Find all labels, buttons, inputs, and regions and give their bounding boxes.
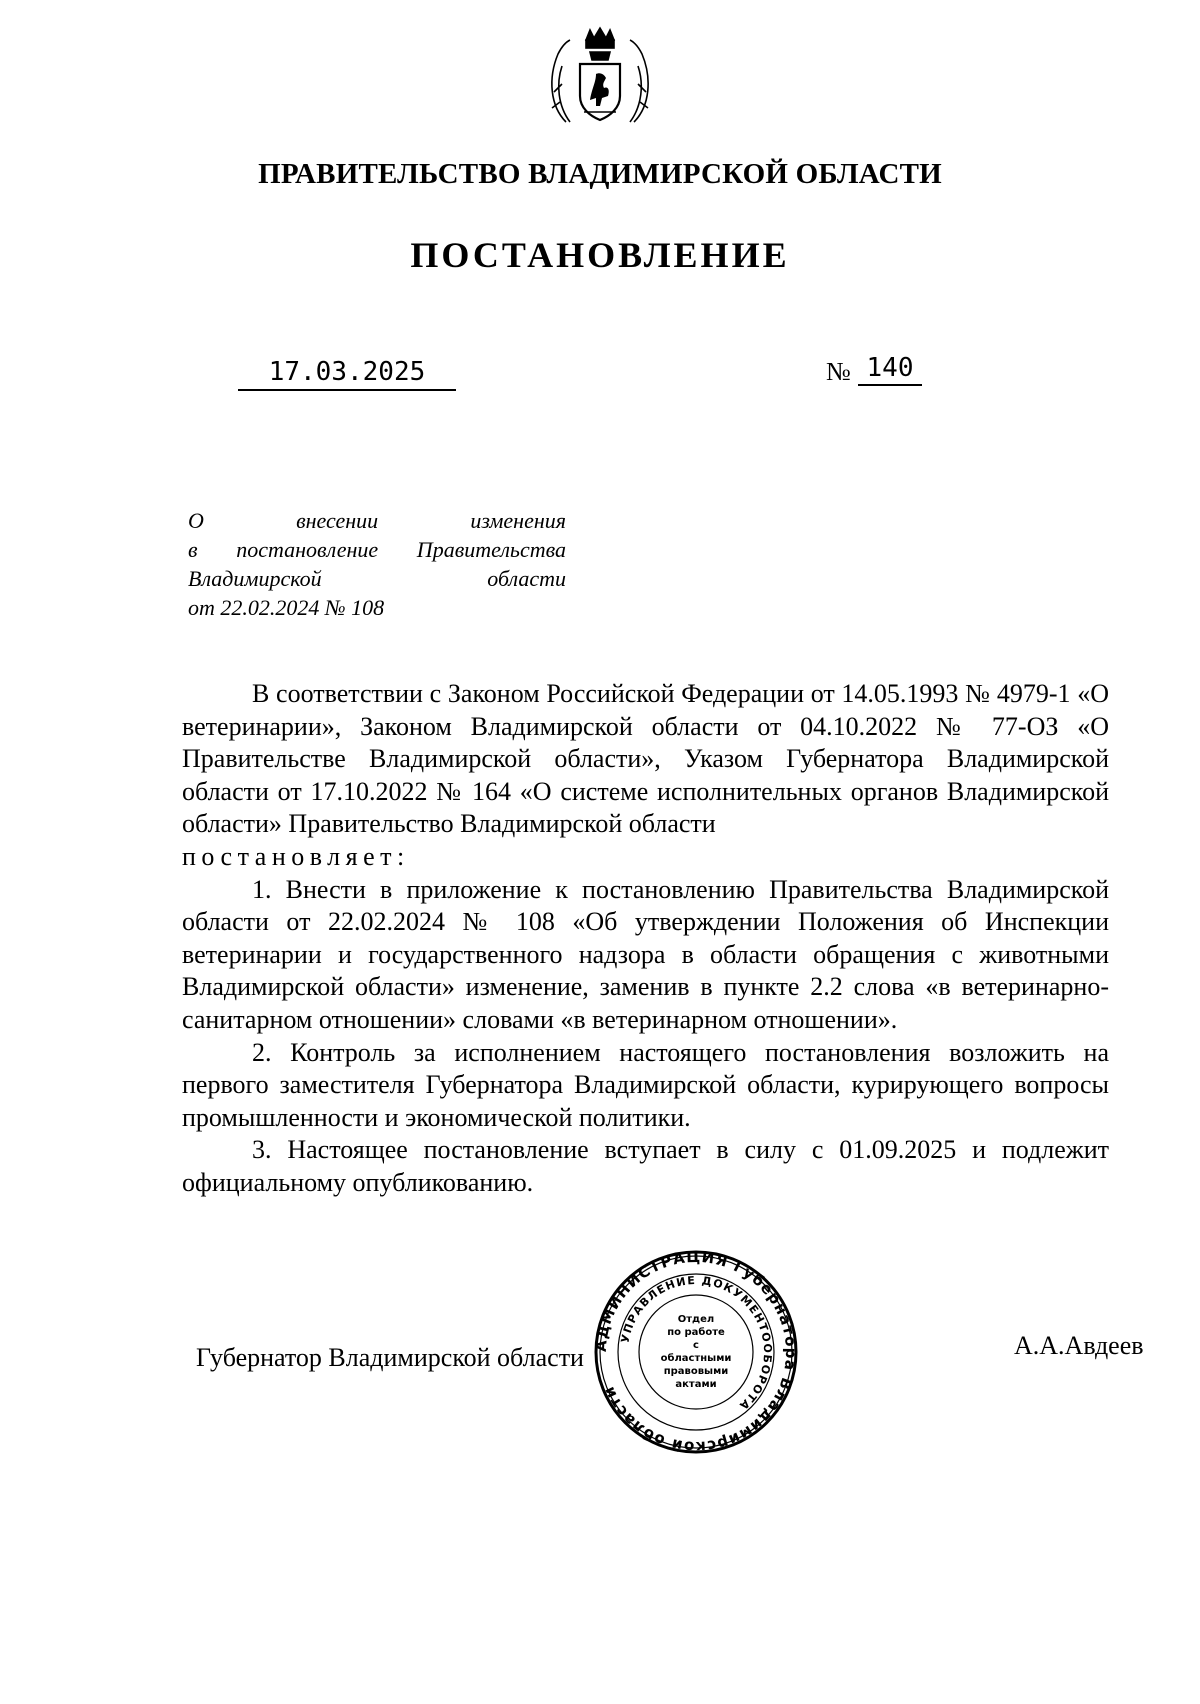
caption-line: от 22.02.2024 № 108 <box>188 595 385 620</box>
seal-center-line: по работе <box>667 1327 725 1338</box>
seal-inner-ring-text: УПРАВЛЕНИЕ ДОКУМЕНТООБОРОТА <box>618 1273 775 1413</box>
organization-title: ПРАВИТЕЛЬСТВО ВЛАДИМИРСКОЙ ОБЛАСТИ <box>258 158 942 190</box>
caption-line: О внесении изменения <box>188 508 566 533</box>
resolves-word: постановляет: <box>182 841 410 871</box>
caption-line: Владимирской области <box>188 566 566 591</box>
preamble-paragraph: В соответствии с Законом Российской Федерации от 14.05.1993 № 4979-1 «О ветеринарии», Законом Владимирской области от 04.10.2022 № 77-ОЗ «О Правительстве Владимирской области», Указом Губернатора Владимирской области от 17.10.2022 № 164 «О системе исполнительных органов Владимирской области» Правительство Владимирской области <box>182 679 1109 839</box>
document-type-heading: ПОСТАНОВЛЕНИЕ <box>410 235 790 275</box>
document-date: 17.03.2025 <box>238 356 456 391</box>
item-paragraph-3: 3. Настоящее постановление вступает в силу с 01.09.2025 и подлежит официальному опубликованию. <box>182 1135 1109 1197</box>
document-caption <box>188 506 566 622</box>
document-body <box>182 678 1109 1200</box>
item-paragraph-2: 2. Контроль за исполнением настоящего постановления возложить на первого заместителя Губернатора Владимирской области, курирующего вопросы промышленности и экономической политики. <box>182 1037 1109 1132</box>
seal-center-line: с областными <box>660 1340 732 1364</box>
seal-outer-ring-text: АДМИНИСТРАЦИЯ Губернатора Владимирской области <box>592 1248 800 1456</box>
signatory-title: Губернатор Владимирской области <box>196 1343 584 1372</box>
seal-center-line: правовыми <box>663 1366 729 1377</box>
caption-line: в постановление Правительства <box>188 537 566 562</box>
signatory-name: А.А.Авдеев <box>1014 1331 1144 1360</box>
seal-center-line: Отдел <box>677 1314 715 1325</box>
seal-center-line: актами <box>675 1379 717 1390</box>
seal-center-text <box>656 1313 736 1391</box>
number-sign: № <box>826 357 851 386</box>
coat-of-arms-icon <box>544 26 656 126</box>
item-paragraph-1: 1. Внести в приложение к постановлению Правительства Владимирской области от 22.02.2024 № 108 «Об утверждении Положения об Инспекции ветеринарии и государственного надзора в области обращения с животными Владимирской области» изменение, заменив в пункте 2.2 слова «в ветеринарно-санитарном отношении» словами «в ветеринарном отношении». <box>182 874 1109 1034</box>
document-number: 140 <box>858 352 922 386</box>
